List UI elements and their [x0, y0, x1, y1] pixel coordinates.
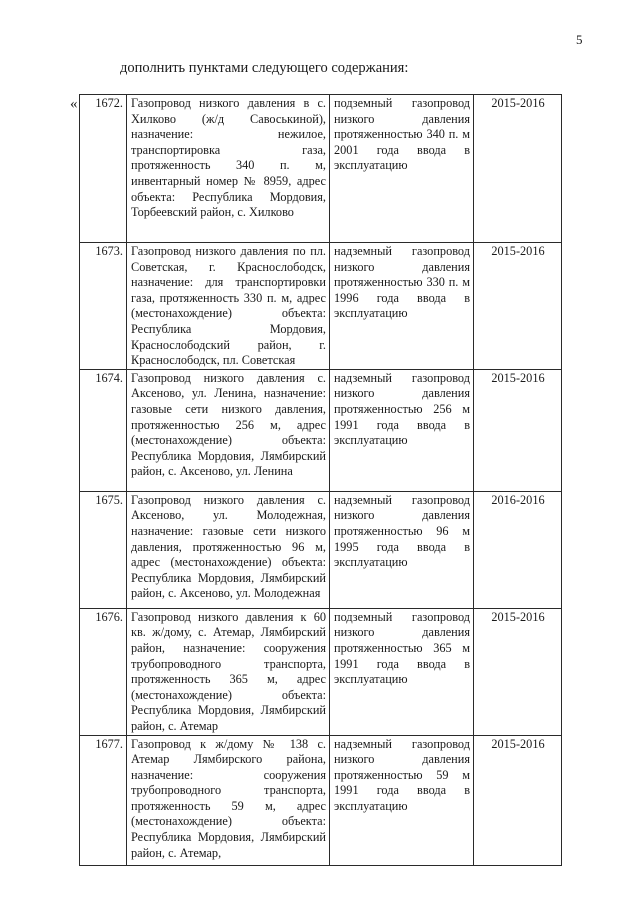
object-description: Газопровод низкого давления с. Аксеново, ул. Ленина, назначение: газовые сети низкого давления, протяженностью 256 м, адрес (местонахождение) объекта: Республика Мордовия, Лямбирский район, с. Аксеново, ул. Ленина [127, 369, 330, 491]
privatization-period: 2015-2016 [474, 95, 562, 243]
object-characteristics: подземный газопровод низкого давления протяженностью 340 п. м 2001 года ввода в эксплуатацию [330, 95, 474, 243]
table-row [80, 735, 562, 865]
privatization-period: 2016-2016 [474, 491, 562, 608]
row-number: 1676. [80, 608, 127, 735]
object-description: Газопровод низкого давления в с. Хилково (ж/д Савоськиной), назначение: нежилое, транспортировка газа, протяженность 340 п. м, инвентарный номер № 8959, адрес объекта: Республика Мордовия, Торбеевский район, с. Хилково [127, 95, 330, 243]
row-number: 1675. [80, 491, 127, 608]
table-row [80, 243, 562, 370]
table-row [80, 369, 562, 491]
privatization-period: 2015-2016 [474, 735, 562, 865]
property-table [79, 94, 562, 866]
row-number: 1673. [80, 243, 127, 370]
object-characteristics: надземный газопровод низкого давления протяженностью 59 м 1991 года ввода в эксплуатацию [330, 735, 474, 865]
object-characteristics: подземный газопровод низкого давления протяженностью 365 м 1991 года ввода в эксплуатацию [330, 608, 474, 735]
object-characteristics: надземный газопровод низкого давления протяженностью 96 м 1995 года ввода в эксплуатацию [330, 491, 474, 608]
row-number: 1674. [80, 369, 127, 491]
privatization-period: 2015-2016 [474, 369, 562, 491]
object-description: Газопровод низкого давления к 60 кв. ж/дому, с. Атемар, Лямбирский район, назначение: сооружения трубопроводного транспорта, протяженность 365 м, адрес (местонахождение) объекта: Республика Мордовия, Лямбирский район, с. Атемар [127, 608, 330, 735]
table-row [80, 491, 562, 608]
privatization-period: 2015-2016 [474, 608, 562, 735]
object-description: Газопровод к ж/дому № 138 с. Атемар Лямбирского района, назначение: сооружения трубопроводного транспорта, протяженность 59 м, адрес (местонахождение) объекта: Республика Мордовия, Лямбирский район, с. Атемар, [127, 735, 330, 865]
object-characteristics: надземный газопровод низкого давления протяженностью 330 п. м 1996 года ввода в эксплуатацию [330, 243, 474, 370]
privatization-period: 2015-2016 [474, 243, 562, 370]
object-description: Газопровод низкого давления с. Аксеново, ул. Молодежная, назначение: газовые сети низкого давления, протяженностью 96 м, адрес (местонахождение) объекта: Республика Мордовия, Лямбирский район, с. Аксеново, ул. Молодежная [127, 491, 330, 608]
page-number: 5 [576, 32, 583, 47]
table-row [80, 95, 562, 243]
row-number: 1672. [80, 95, 127, 243]
table-row [80, 608, 562, 735]
row-number: 1677. [80, 735, 127, 865]
intro-text: дополнить пунктами следующего содержания: [120, 60, 409, 76]
object-description: Газопровод низкого давления по пл. Советская, г. Краснослободск, назначение: для транспортировки газа, протяженность 330 п. м, адрес (местонахождение) объекта: Республика Мордовия, Краснослободский район, г. Краснослободск, пл. Советская [127, 243, 330, 370]
object-characteristics: надземный газопровод низкого давления протяженностью 256 м 1991 года ввода в эксплуатацию [330, 369, 474, 491]
opening-quote: « [70, 96, 78, 112]
